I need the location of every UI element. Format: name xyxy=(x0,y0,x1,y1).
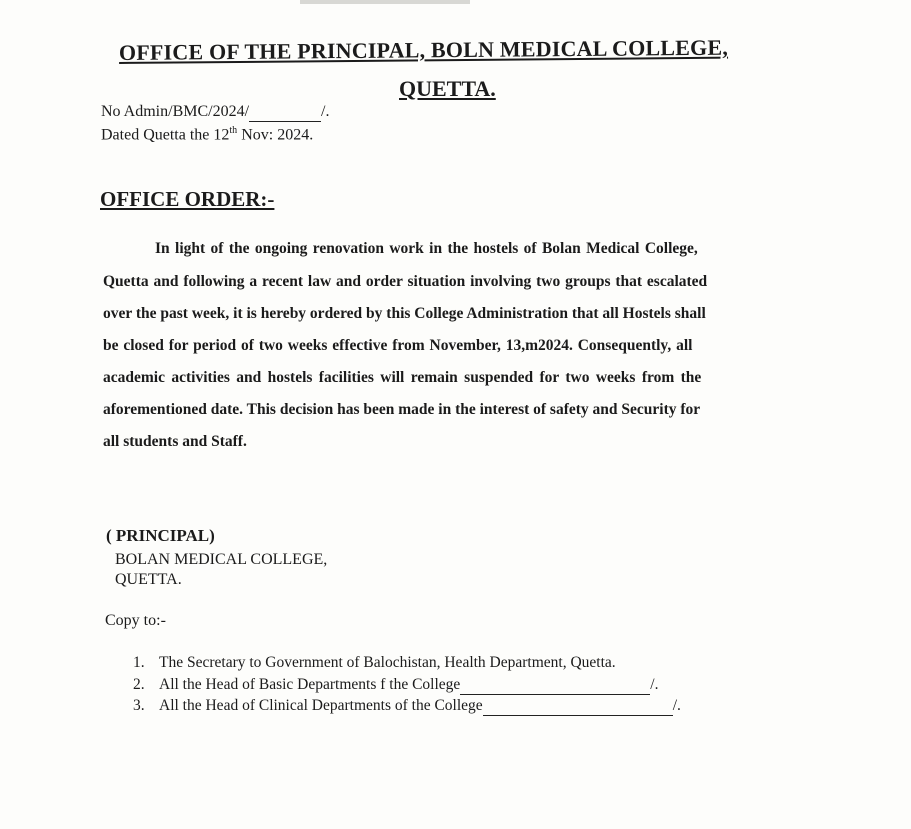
copy-to-item-1 xyxy=(133,654,616,672)
body-line-2: Quetta and following a recent law and order situation involving two groups that escalated xyxy=(103,273,708,290)
body-line-7: all students and Staff. xyxy=(103,433,247,450)
copy-to-item-number: 1. xyxy=(133,654,145,671)
copy-to-item-2 xyxy=(133,676,658,695)
office-heading: OFFICE OF THE PRINCIPAL, BOLN MEDICAL COLLEGE, xyxy=(118,34,729,65)
order-title: OFFICE ORDER:- xyxy=(100,187,275,211)
body-line-6: aforementioned date. This decision has been made in the interest of safety and Security for xyxy=(103,401,701,418)
body-line-1: In light of the ongoing renovation work in the hostels of Bolan Medical College, xyxy=(155,240,698,257)
copy-to-item-number: 2. xyxy=(133,676,145,693)
copy-to-item-text: All the Head of Clinical Departments of the College xyxy=(159,697,483,714)
signatory-city: QUETTA. xyxy=(115,571,182,588)
reference-number-suffix: /. xyxy=(321,103,330,120)
dated-suffix: Nov: 2024. xyxy=(237,126,314,144)
office-heading-city: QUETTA. xyxy=(399,76,496,101)
copy-to-item-blank xyxy=(460,676,650,695)
dated-prefix: Dated Quetta the 12 xyxy=(101,126,230,144)
body-line-4: be closed for period of two weeks effective from November, 13,m2024. Consequently, all xyxy=(103,337,693,354)
body-line-5: academic activities and hostels facilities will remain suspended for two weeks from the xyxy=(103,369,702,386)
copy-to-item-suffix: /. xyxy=(672,697,681,714)
scan-edge-shadow xyxy=(300,0,470,4)
copy-to-item-number: 3. xyxy=(133,697,145,714)
copy-to-item-blank xyxy=(483,697,673,716)
dated-ordinal: th xyxy=(229,125,238,136)
copy-to-item-text: The Secretary to Government of Balochistan, Health Department, Quetta. xyxy=(159,654,616,671)
copy-to-item-3 xyxy=(133,697,681,716)
reference-number-prefix: No Admin/BMC/2024/ xyxy=(101,103,250,120)
copy-to-label: Copy to:- xyxy=(105,612,166,629)
copy-to-item-text: All the Head of Basic Departments f the College xyxy=(159,676,461,693)
dated-line xyxy=(101,125,313,144)
signatory-college: BOLAN MEDICAL COLLEGE, xyxy=(115,551,328,568)
reference-number-blank xyxy=(249,103,321,122)
copy-to-item-suffix: /. xyxy=(650,676,659,693)
signatory-title: ( PRINCIPAL) xyxy=(106,526,215,545)
reference-number xyxy=(101,103,329,122)
body-line-3: over the past week, it is hereby ordered by this College Administration that all Hostels shall xyxy=(103,305,706,322)
